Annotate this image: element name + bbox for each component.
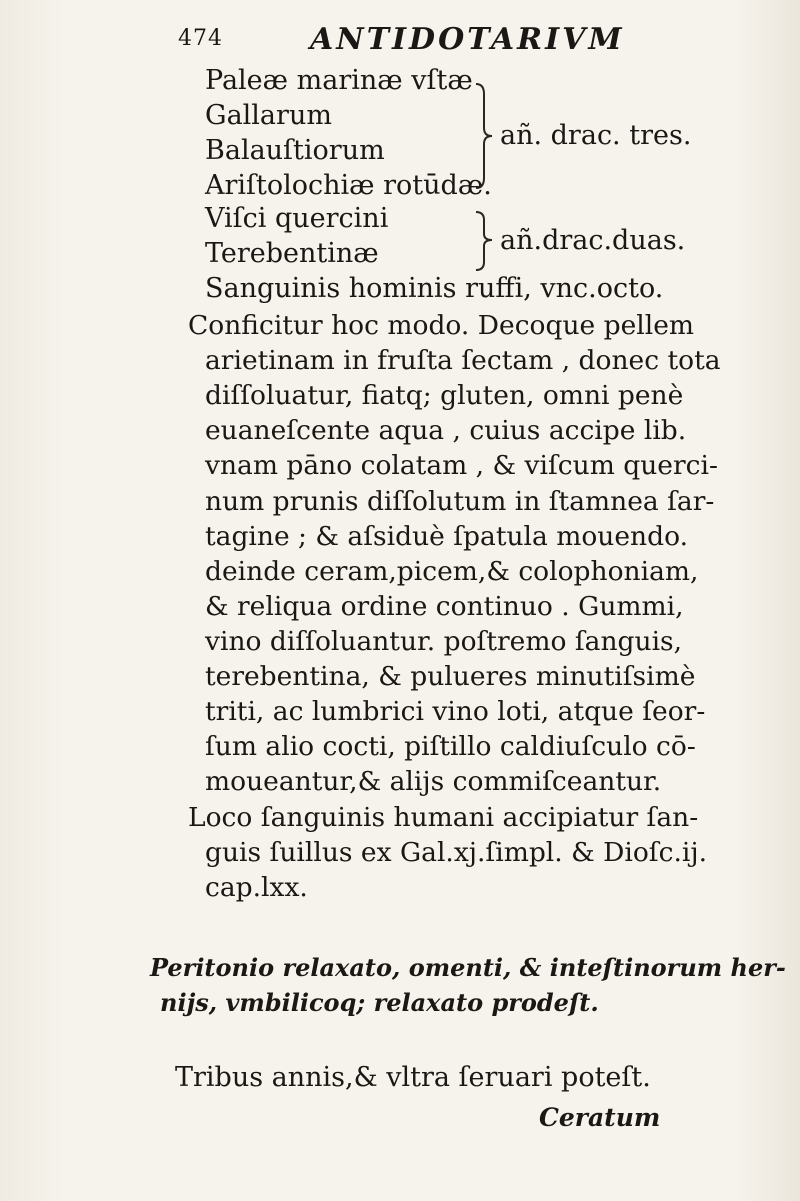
text-line: Loco ſanguinis humani accipiatur ſan- [188, 802, 699, 833]
recipe-item: Ariſtolochiæ rotūdæ. [205, 170, 492, 201]
dose-label: añ.drac.duas. [500, 225, 686, 256]
text-line: tagine ; & aſsiduè ſpatula mouendo. [205, 521, 689, 552]
text-line: num prunis diſſolutum in ſtamnea ſar- [205, 486, 715, 517]
text-line: & reliqua ordine continuo . Gummi, [205, 591, 684, 622]
text-line: moueantur,& alijs commiſceantur. [205, 766, 662, 797]
running-title: ANTIDOTARIVM [310, 22, 625, 57]
brace-icon [470, 80, 500, 190]
recipe-item: Balauſtiorum [205, 135, 385, 166]
text-line: vino diſſoluantur. poſtremo ſanguis, [205, 626, 683, 657]
text-line: Conficitur hoc modo. Decoque pellem [188, 310, 695, 341]
text-line: triti, ac lumbrici vino loti, atque ſeor- [205, 696, 706, 727]
text-line: arietinam in fruſta ſectam , donec tota [205, 345, 721, 376]
text-line: deinde ceram,picem,& colophoniam, [205, 556, 699, 587]
recipe-item: Viſci quercini [205, 203, 389, 234]
dose-label: añ. drac. tres. [500, 120, 692, 151]
recipe-item: Terebentinæ [205, 238, 379, 269]
recipe-item: Gallarum [205, 100, 332, 131]
text-line: diſſoluatur, fiatq; gluten, omni penè [205, 380, 684, 411]
catchword: Ceratum [539, 1103, 661, 1132]
recipe-item: Paleæ marinæ vſtæ [205, 65, 473, 96]
text-line: ſum alio cocti, piſtillo caldiuſculo cō- [205, 731, 696, 762]
page-header [178, 22, 678, 62]
text-line: cap.lxx. [205, 872, 308, 903]
page-number: 474 [178, 26, 223, 51]
text-line: terebentina, & pulueres minutiſsimè [205, 661, 696, 692]
text-line: euaneſcente aqua , cuius accipe lib. [205, 415, 687, 446]
text-line: guis ſuillus ex Gal.xj.ſimpl. & Dioſc.ij. [205, 837, 707, 868]
section-subheading: Peritonio relaxato, omenti, & inteſtinorum her- [150, 953, 786, 982]
closing-line: Tribus annis,& vltra ſeruari poteſt. [175, 1062, 651, 1093]
brace-icon [470, 208, 500, 274]
recipe-item: Sanguinis hominis ruffi, vnc.octo. [205, 273, 664, 304]
text-line: vnam pāno colatam , & viſcum querci- [205, 450, 718, 481]
section-subheading: nijs, vmbilicoq; relaxato prodeſt. [160, 988, 599, 1017]
